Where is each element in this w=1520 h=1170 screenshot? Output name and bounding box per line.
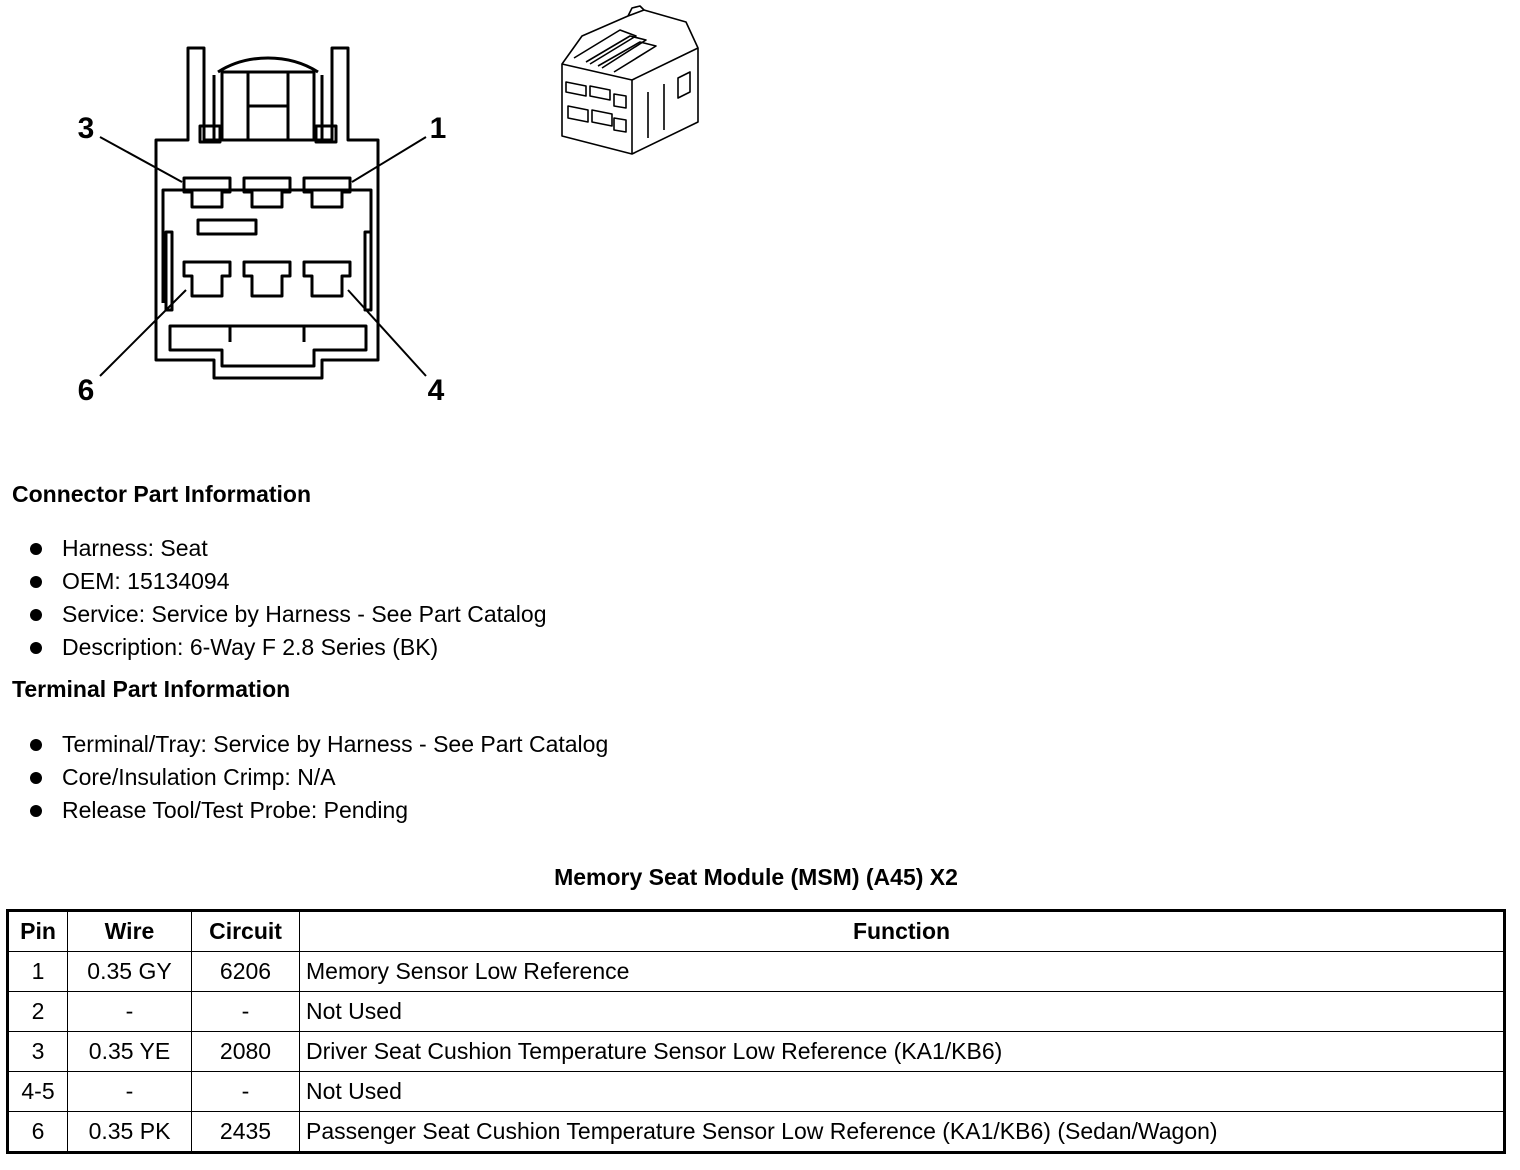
cell-pin: 1	[8, 952, 68, 992]
list-item-text: Description: 6-Way F 2.8 Series (BK)	[62, 634, 439, 660]
cell-circuit: 2080	[192, 1032, 300, 1072]
cell-wire: -	[68, 1072, 192, 1112]
connector-part-info-list	[28, 532, 546, 664]
cell-function: Passenger Seat Cushion Temperature Sensor Low Reference (KA1/KB6) (Sedan/Wagon)	[300, 1112, 1505, 1153]
list-item-text: Service: Service by Harness - See Part Catalog	[62, 601, 547, 627]
table-row	[8, 1072, 1505, 1112]
connector-face-view	[100, 48, 426, 378]
table-row	[8, 952, 1505, 992]
cell-wire: 0.35 PK	[68, 1112, 192, 1153]
header-wire: Wire	[68, 911, 192, 952]
list-item-text: Harness: Seat	[62, 535, 208, 561]
pin-label-4: 4	[427, 374, 445, 407]
header-circuit: Circuit	[192, 911, 300, 952]
header-pin: Pin	[8, 911, 68, 952]
connector-part-info-heading: Connector Part Information	[12, 481, 312, 507]
list-item-text: Release Tool/Test Probe: Pending	[62, 797, 409, 823]
connector-isometric-view	[562, 6, 698, 154]
cell-circuit: -	[192, 1072, 300, 1112]
pin-label-6: 6	[77, 374, 95, 407]
cell-function: Memory Sensor Low Reference	[300, 952, 1505, 992]
list-item-text: OEM: 15134094	[62, 568, 230, 594]
list-item-text: Core/Insulation Crimp: N/A	[62, 764, 336, 790]
cell-function: Not Used	[300, 1072, 1505, 1112]
table-title: Memory Seat Module (MSM) (A45) X2	[554, 864, 958, 890]
bullet-icon	[30, 772, 42, 784]
cell-pin: 6	[8, 1112, 68, 1153]
terminal-part-info-heading: Terminal Part Information	[12, 676, 291, 702]
list-item	[28, 631, 546, 664]
cell-function: Not Used	[300, 992, 1505, 1032]
list-item	[28, 565, 546, 598]
table-row	[8, 1112, 1505, 1153]
cell-pin: 2	[8, 992, 68, 1032]
pin-label-1: 1	[429, 112, 447, 145]
table-header-row	[8, 911, 1505, 952]
bullet-icon	[30, 576, 42, 588]
cell-circuit: 2435	[192, 1112, 300, 1153]
bullet-icon	[30, 609, 42, 621]
list-item-text: Terminal/Tray: Service by Harness - See Part Catalog	[62, 731, 609, 757]
cell-wire: 0.35 GY	[68, 952, 192, 992]
table-row	[8, 1032, 1505, 1072]
bullet-icon	[30, 543, 42, 555]
list-item	[28, 598, 546, 631]
bullet-icon	[30, 805, 42, 817]
bullet-icon	[30, 642, 42, 654]
cell-circuit: 6206	[192, 952, 300, 992]
cell-wire: -	[68, 992, 192, 1032]
cell-pin: 4-5	[8, 1072, 68, 1112]
cell-circuit: -	[192, 992, 300, 1032]
connector-diagram	[0, 0, 720, 420]
header-function: Function	[300, 911, 1505, 952]
pin-label-3: 3	[77, 112, 95, 145]
list-item	[28, 532, 546, 565]
list-item	[28, 728, 608, 761]
pinout-table	[6, 909, 1506, 1154]
cell-wire: 0.35 YE	[68, 1032, 192, 1072]
bullet-icon	[30, 739, 42, 751]
table-row	[8, 992, 1505, 1032]
cell-function: Driver Seat Cushion Temperature Sensor Low Reference (KA1/KB6)	[300, 1032, 1505, 1072]
cell-pin: 3	[8, 1032, 68, 1072]
list-item	[28, 761, 608, 794]
list-item	[28, 794, 608, 827]
terminal-part-info-list	[28, 728, 608, 827]
